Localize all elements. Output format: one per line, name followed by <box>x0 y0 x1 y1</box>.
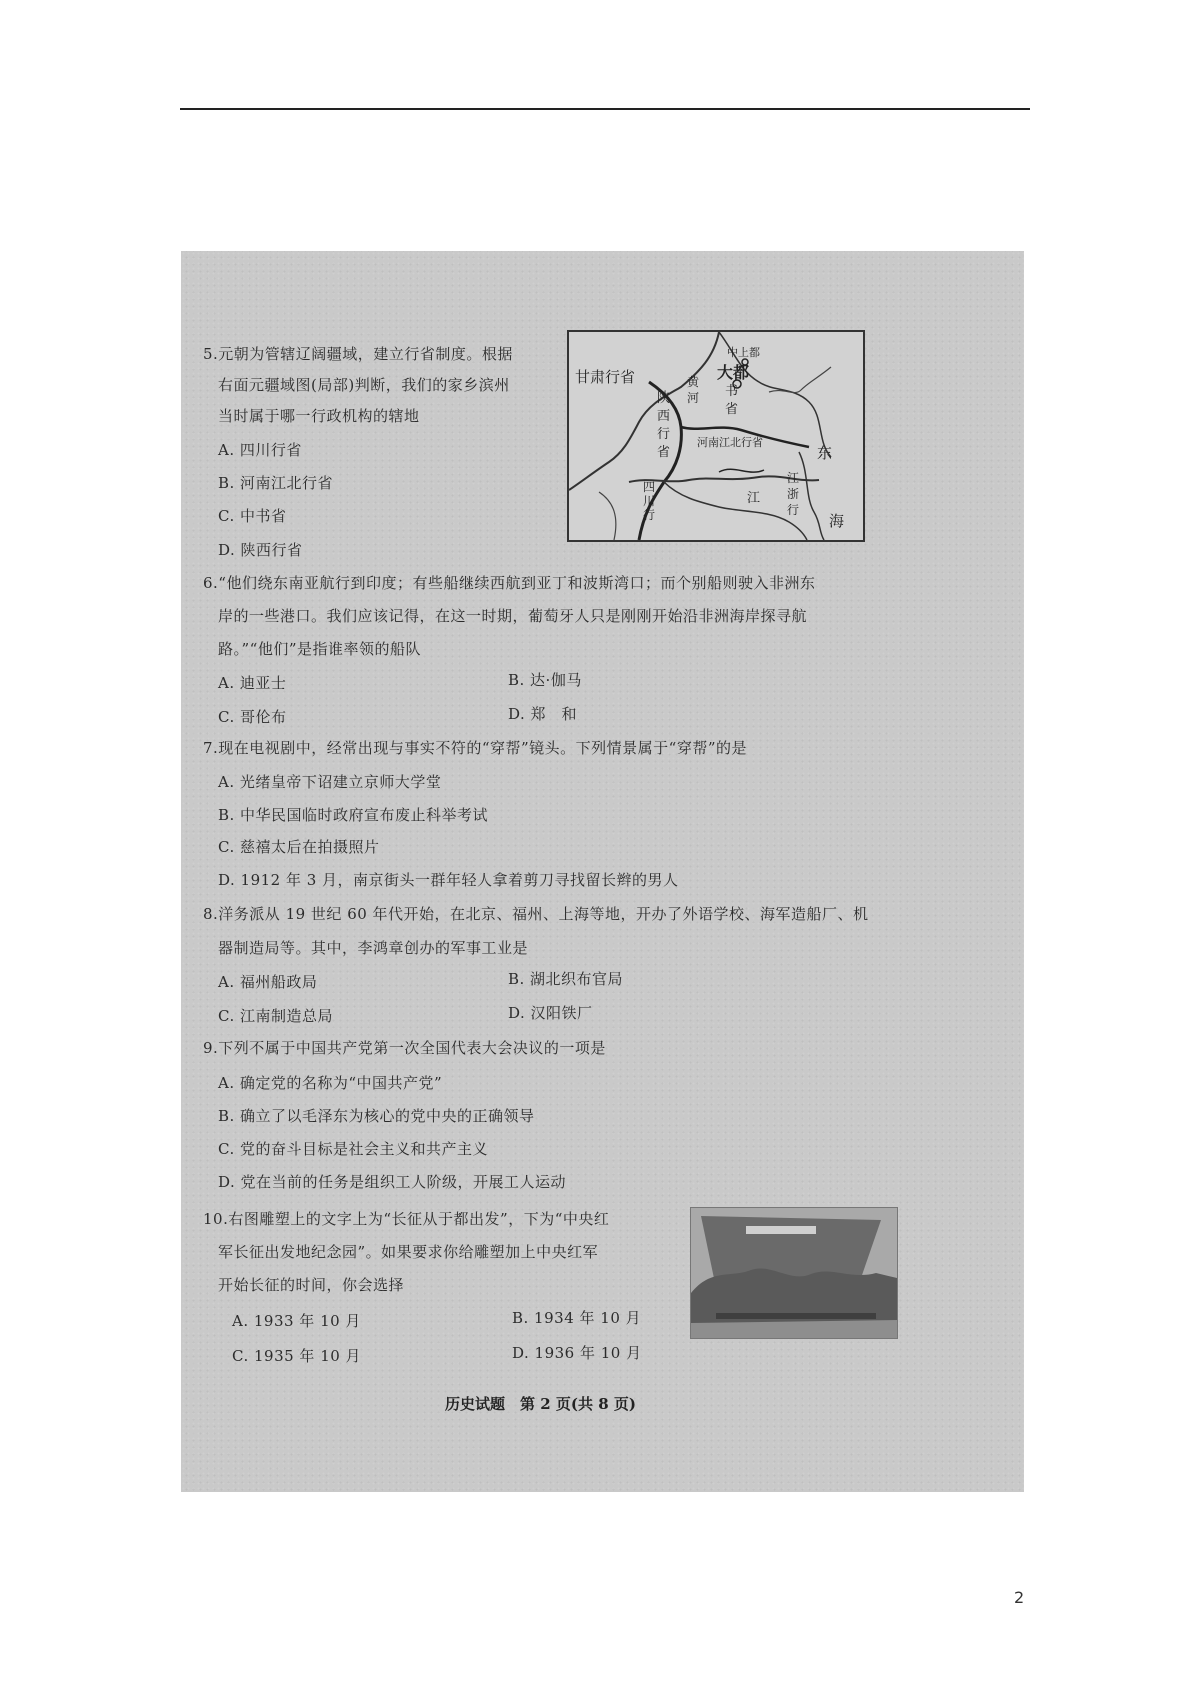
q6-stem-line1: 6.“他们绕东南亚航行到印度；有些船继续西航到亚丁和波斯湾口；而个别船则驶入非洲东 <box>203 574 816 592</box>
q9-option-c: C. 党的奋斗目标是社会主义和共产主义 <box>218 1140 488 1158</box>
q5-stem-line2: 右面元疆域图(局部)判断，我们的家乡滨州 <box>218 376 510 394</box>
q10-option-b: B. 1934 年 10 月 <box>512 1309 642 1327</box>
map-label-sichuan: 四川行 <box>643 480 656 522</box>
q5-stem-line1: 5.元朝为管辖辽阔疆域，建立行省制度。根据 <box>203 345 513 363</box>
q9-option-d: D. 党在当前的任务是组织工人阶级，开展工人运动 <box>218 1173 567 1191</box>
q8-option-b: B. 湖北织布官局 <box>508 970 624 988</box>
q5-stem-line3: 当时属于哪一行政机构的辖地 <box>218 407 420 425</box>
q10-stem-line1: 10.右图雕塑上的文字上为“长征从于都出发”，下为“中央红 <box>203 1210 610 1228</box>
q8-option-d: D. 汉阳铁厂 <box>508 1004 593 1022</box>
q5-option-d: D. 陕西行省 <box>218 541 303 559</box>
q7-option-c: C. 慈禧太后在拍摄照片 <box>218 838 380 856</box>
map-label-sheng: 省 <box>725 402 739 417</box>
map-label-jiangzhe: 江浙行 <box>787 471 800 517</box>
map-label-gansu: 甘肃行省 <box>575 368 636 386</box>
q9-stem-line1: 9.下列不属于中国共产党第一次全国代表大会决议的一项是 <box>203 1039 606 1057</box>
q9-option-a: A. 确定党的名称为“中国共产党” <box>218 1074 443 1092</box>
q10-option-d: D. 1936 年 10 月 <box>512 1344 642 1362</box>
q7-option-a: A. 光绪皇帝下诏建立京师大学堂 <box>218 773 442 791</box>
q8-stem-line1: 8.洋务派从 19 世纪 60 年代开始，在北京、福州、上海等地，开办了外语学校、海军造船厂、机 <box>203 905 869 923</box>
map-label-hai: 海 <box>829 512 845 530</box>
q6-option-d: D. 郑 和 <box>508 705 578 723</box>
yuan-territory-map <box>567 330 865 542</box>
sculpture-shape <box>691 1208 897 1338</box>
q5-option-c: C. 中书省 <box>218 507 287 525</box>
map-label-dadu: 大都 <box>717 363 750 382</box>
q7-option-d: D. 1912 年 3 月，南京街头一群年轻人拿着剪刀寻找留长辫的男人 <box>218 871 679 889</box>
map-label-dong: 东 <box>817 444 833 462</box>
q5-option-a: A. 四川行省 <box>218 441 302 459</box>
header-rule <box>180 108 1030 110</box>
map-label-shangdu: 中上都 <box>727 346 760 359</box>
map-label-henan: 河南江北行省 <box>697 436 763 449</box>
q6-option-c: C. 哥伦布 <box>218 708 287 726</box>
q7-option-b: B. 中华民国临时政府宣布废止科举考试 <box>218 806 489 824</box>
q6-stem-line2: 岸的一些港口。我们应该记得，在这一时期，葡萄牙人只是刚刚开始沿非洲海岸探寻航 <box>218 607 808 625</box>
q7-stem-line1: 7.现在电视剧中，经常出现与事实不符的“穿帮”镜头。下列情景属于“穿帮”的是 <box>203 739 747 757</box>
long-march-sculpture-photo <box>690 1207 898 1339</box>
map-label-jiang: 江 <box>747 491 761 506</box>
map-label-shu: 书 <box>725 384 739 399</box>
map-label-huanghe: 黄河 <box>687 375 700 405</box>
page-number: 2 <box>1014 1588 1025 1607</box>
q9-option-b: B. 确立了以毛泽东为核心的党中央的正确领导 <box>218 1107 535 1125</box>
map-label-shaanxi: 陕西行省 <box>657 391 671 460</box>
q10-stem-line3: 开始长征的时间，你会选择 <box>218 1276 405 1294</box>
q10-option-c: C. 1935 年 10 月 <box>232 1347 362 1365</box>
q10-stem-line2: 军长征出发地纪念园”。如果要求你给雕塑加上中央红军 <box>218 1243 599 1261</box>
q6-option-b: B. 达·伽马 <box>508 671 582 689</box>
q6-option-a: A. 迪亚士 <box>218 674 287 692</box>
q8-option-c: C. 江南制造总局 <box>218 1007 333 1025</box>
q8-stem-line2: 器制造局等。其中，李鸿章创办的军事工业是 <box>218 939 529 957</box>
q6-stem-line3: 路。”“他们”是指谁率领的船队 <box>218 640 422 658</box>
page-footer: 历史试题 第 2 页(共 8 页) <box>445 1395 636 1413</box>
q5-option-b: B. 河南江北行省 <box>218 474 334 492</box>
q8-option-a: A. 福州船政局 <box>218 973 318 991</box>
q10-option-a: A. 1933 年 10 月 <box>232 1312 361 1330</box>
